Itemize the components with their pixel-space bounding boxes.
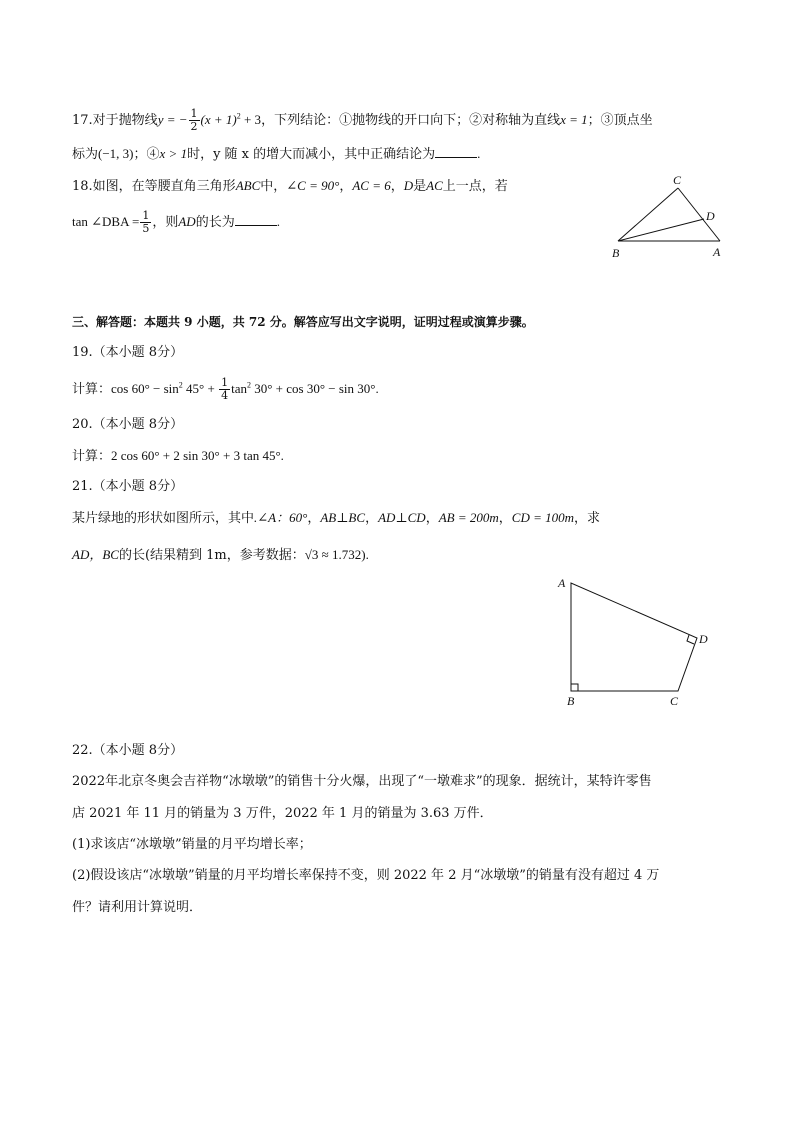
q18-mid3: 是 <box>413 179 427 194</box>
q18-fraction <box>140 210 151 235</box>
q19-fraction <box>219 377 230 402</box>
q19-body <box>72 377 379 402</box>
q18-angle-c: ∠C = 90° <box>286 178 340 193</box>
q18-ac: AC = 6 <box>352 178 391 193</box>
q17-line2 <box>72 145 480 164</box>
q18-line2-post: 的长为 <box>195 215 235 230</box>
q22-subquestion-2b: 件？请利用计算说明． <box>72 900 203 915</box>
q17-line2-mid: ；④ <box>133 147 160 162</box>
q17-fraction <box>189 108 200 133</box>
q18-mid2: ， <box>390 179 404 194</box>
q18-label-b: B <box>612 246 620 260</box>
q18-triangle-figure <box>600 172 730 264</box>
q21-pre: 某片绿地的形状如图所示，其中 <box>72 511 255 526</box>
q22-heading: 22.（本小题 8分） <box>72 743 184 758</box>
q21-cd: CD = 100m <box>511 510 575 525</box>
q21-label-b: B <box>567 694 575 708</box>
q19-pre: 计算： <box>72 382 112 397</box>
q21-perp2: AD⊥CD <box>378 510 426 525</box>
q17-eq-tail: + 3 <box>240 112 262 127</box>
q21-right-angle-b <box>571 684 578 691</box>
q18-d: D <box>403 178 414 193</box>
q21-heading: 21.（本小题 8分） <box>72 479 184 494</box>
q21-sep1: ， <box>307 511 321 526</box>
q18-pre: 18.如图，在等腰直角三角形 <box>72 179 236 194</box>
q17-condition: x > 1 <box>159 146 188 161</box>
q18-post: 上一点，若 <box>442 179 508 194</box>
q21-perp1: AB⊥BC <box>320 510 366 525</box>
q18-line2-mid: ，则 <box>152 215 179 230</box>
q17-axis: x = 1 <box>560 112 588 127</box>
q17-post: ，下列结论：①抛物线的开口向下；②对称轴为直线 <box>261 113 561 128</box>
q19-expr2: 45° + <box>182 381 219 396</box>
q21-line2-post: 的长(结果精到 1m，参考数据： <box>118 548 305 563</box>
q21-label-d: D <box>699 632 708 646</box>
q18-tan: tan ∠DBA = <box>72 214 140 229</box>
q19-heading: 19.（本小题 8分） <box>72 345 184 360</box>
q21-vars: AD，BC <box>72 547 119 562</box>
q21-angle-a: .∠A：60° <box>254 510 308 525</box>
q20-heading: 20.（本小题 8分） <box>72 417 184 432</box>
q18-mid: 中， <box>260 179 287 194</box>
q19-expr1: cos 60° − sin <box>111 381 179 396</box>
q22-subquestion-1: (1)求该店“冰墩墩”销量的月平均增长率； <box>72 837 312 852</box>
q19-exp2: 2 <box>246 380 251 390</box>
q17-line2-post: 时，y 随 x 的增大而减小，其中正确结论为 <box>187 147 436 162</box>
q21-sep4: ， <box>498 511 512 526</box>
section-3-heading: 三、解答题：本题共 9 小题，共 72 分。解答应写出文字说明，证明过程或演算步骤。 <box>72 315 534 329</box>
q19-exp1: 2 <box>178 380 183 390</box>
q17-eq-rhs: (x + 1) <box>200 112 237 127</box>
q18-ad: AD <box>178 214 196 229</box>
q18-ac2: AC <box>426 178 443 193</box>
q17-post2: ；③顶点坐 <box>587 113 653 128</box>
q20-body <box>72 447 284 466</box>
q18-frac-den: 5 <box>142 222 150 235</box>
q17-period: . <box>477 146 481 161</box>
q20-expr: 2 cos 60° + 2 sin 30° + 3 tan 45°. <box>111 448 284 463</box>
q17-frac-num: 1 <box>190 107 198 120</box>
q17-vertex: (−1, 3) <box>98 146 134 161</box>
q21-quadrilateral <box>571 583 697 691</box>
q21-label-a: A <box>558 576 566 590</box>
q21-sqrt: √3 ≈ 1.732). <box>304 547 369 562</box>
q18-label-c: C <box>673 173 682 187</box>
q22-subquestion-2a: (2)假设该店“冰墩墩”销量的月平均增长率保持不变，则 2022 年 2 月“冰墩墩”的销量有没有超过 4 万 <box>72 868 660 883</box>
q18-abc: ABC <box>235 178 261 193</box>
q17-eq-lhs: y = − <box>157 112 188 127</box>
q20-pre: 计算： <box>72 449 112 464</box>
q17-eq-exp: 2 <box>236 111 241 121</box>
q18-line2 <box>72 210 280 235</box>
q19-expr3: tan <box>231 381 247 396</box>
q22-paragraph-2: 店 2021 年 11 月的销量为 3 万件，2022 年 1 月的销量为 3.63 万件． <box>72 806 493 821</box>
q21-sep2: ， <box>365 511 379 526</box>
q18-period: . <box>276 214 280 229</box>
q21-sep3: ， <box>425 511 439 526</box>
q21-quadrilateral-figure <box>552 570 722 710</box>
q22-paragraph-1: 2022年北京冬奥会吉祥物“冰墩墩”的销售十分火爆，出现了“一墩难求”的现象．据统计，某特许零售 <box>72 774 652 789</box>
q21-label-c: C <box>670 694 679 708</box>
q17-frac-den: 2 <box>190 120 198 133</box>
q19-frac-num: 1 <box>221 376 229 389</box>
q18-frac-num: 1 <box>142 209 150 222</box>
q18-answer-blank <box>235 213 277 226</box>
q17-line1 <box>72 108 653 133</box>
q18-label-d: D <box>706 209 715 223</box>
q18-line1 <box>72 177 508 196</box>
q19-expr4: 30° + cos 30° − sin 30°. <box>250 381 379 396</box>
q21-ab: AB = 200m <box>438 510 499 525</box>
q21-line1 <box>72 509 600 528</box>
q21-line2 <box>72 546 369 565</box>
q17-answer-blank <box>435 145 477 158</box>
q17-prefix: 17.对于抛物线 <box>72 113 158 128</box>
q21-post: ，求 <box>574 511 601 526</box>
q19-frac-den: 4 <box>221 389 229 402</box>
q17-line2-pre: 标为 <box>72 147 99 162</box>
q18-label-a: A <box>713 245 721 259</box>
q18-sep: ， <box>339 179 353 194</box>
